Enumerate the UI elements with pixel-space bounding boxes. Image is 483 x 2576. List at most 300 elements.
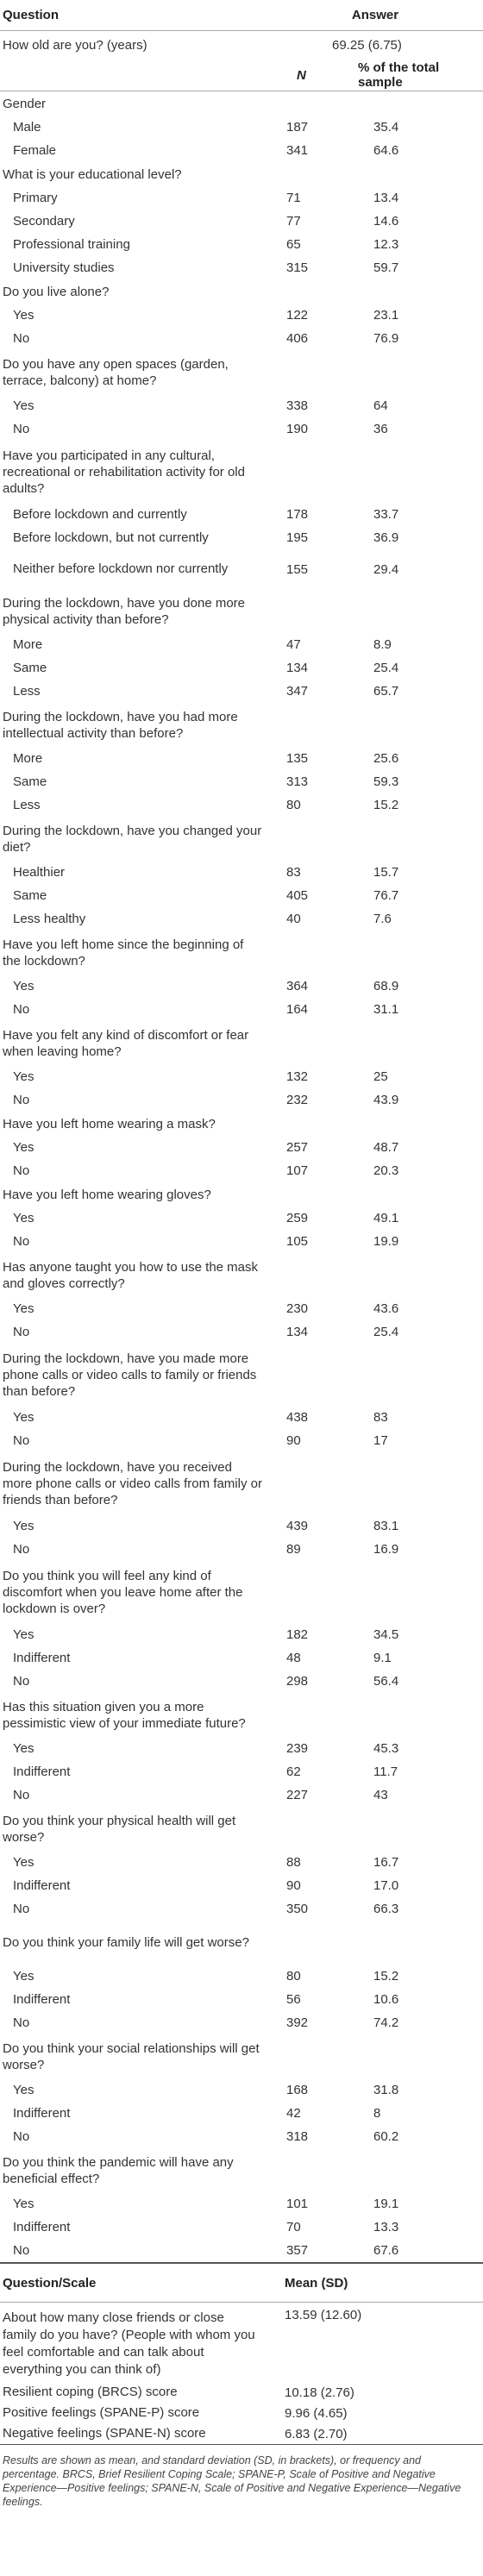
percent-cell: 65.7 — [373, 684, 399, 699]
table-row — [0, 2303, 483, 2383]
option-label — [0, 1851, 267, 1874]
question-text: Gender — [3, 96, 47, 111]
empty-cell — [267, 1807, 349, 1851]
count-cell: 134 — [286, 661, 309, 675]
option-text: Yes — [13, 1854, 34, 1870]
option-row — [0, 1230, 483, 1253]
option-text: Indifferent — [13, 1764, 71, 1779]
option-label — [0, 549, 267, 589]
question-text: Do you live alone? — [3, 284, 110, 299]
option-row — [0, 1538, 483, 1561]
n-column-header: N — [267, 60, 349, 91]
option-label — [0, 1320, 267, 1344]
option-text: Yes — [13, 1210, 34, 1225]
percent-cell: 31.1 — [373, 1002, 399, 1017]
empty-cell — [267, 931, 349, 975]
count-cell: 42 — [286, 2106, 301, 2121]
question-row — [0, 1021, 483, 1065]
question-label — [0, 1921, 267, 1965]
option-row — [0, 417, 483, 441]
option-row — [0, 1783, 483, 1807]
count-cell: 164 — [286, 1002, 309, 1017]
option-text: No — [13, 2242, 30, 2258]
option-text: Less — [13, 797, 41, 812]
scale-label: About how many close friends or close family do you have? (People with whom you feel comfortable and can talk about everything you can think of) — [3, 2310, 255, 2377]
age-question: How old are you? (years) — [3, 38, 147, 53]
percent-cell: 34.5 — [373, 1627, 399, 1642]
percent-cell: 64.6 — [373, 143, 399, 158]
question-label — [0, 703, 267, 747]
empty-cell — [267, 162, 349, 186]
scale-header-row — [0, 2263, 483, 2303]
option-row — [0, 186, 483, 210]
percent-column-header: % of the total sample — [349, 60, 483, 91]
option-label — [0, 998, 267, 1021]
question-text: During the lockdown, have you done more physical activity than before? — [3, 595, 246, 627]
option-text: No — [13, 1001, 30, 1017]
option-label — [0, 680, 267, 703]
option-row — [0, 680, 483, 703]
count-cell: 190 — [286, 422, 309, 436]
question-text: Have you left home wearing a mask? — [3, 1116, 216, 1131]
option-row — [0, 394, 483, 417]
option-label — [0, 884, 267, 907]
option-text: Yes — [13, 1968, 34, 1984]
table-footnote: Results are shown as mean, and standard deviation (SD, in brackets), or frequency and percentage. BRCS, Brief Resilient Coping Scale; SPANE-P, Scale of Positive and Negative Experience—Positive feelings; SPANE-N, Scale of Positive and Negative Experience—Negative feelings. — [3, 2454, 461, 2508]
count-cell: 105 — [286, 1234, 309, 1249]
option-text: Indifferent — [13, 1650, 71, 1665]
option-row — [0, 1406, 483, 1429]
scale-value: 6.83 (2.70) — [267, 2423, 483, 2445]
empty-cell — [349, 350, 483, 394]
option-label — [0, 417, 267, 441]
count-cell: 182 — [286, 1627, 309, 1642]
option-label — [0, 1623, 267, 1646]
option-label — [0, 1965, 267, 1988]
question-row — [0, 703, 483, 747]
count-cell: 178 — [286, 507, 309, 522]
option-row — [0, 503, 483, 526]
mean-sd-header: Mean (SD) — [267, 2263, 483, 2303]
option-label — [0, 1065, 267, 1088]
percent-cell: 76.7 — [373, 888, 399, 903]
option-row — [0, 1623, 483, 1646]
age-row — [0, 31, 483, 60]
count-cell: 227 — [286, 1788, 309, 1802]
option-row — [0, 1297, 483, 1320]
option-text: No — [13, 1324, 30, 1339]
option-row — [0, 210, 483, 233]
question-label — [0, 91, 267, 116]
subheader-row — [0, 60, 483, 91]
option-text: No — [13, 2015, 30, 2030]
empty-cell — [267, 1452, 349, 1514]
option-row — [0, 1670, 483, 1693]
count-cell: 89 — [286, 1542, 301, 1557]
empty-cell — [349, 2148, 483, 2192]
option-text: Secondary — [13, 213, 75, 229]
option-text: Neither before lockdown nor currently — [13, 561, 229, 576]
count-cell: 232 — [286, 1093, 309, 1107]
question-row — [0, 817, 483, 861]
percent-cell: 17 — [373, 1433, 388, 1448]
percent-cell: 60.2 — [373, 2129, 399, 2144]
empty-cell — [349, 279, 483, 304]
question-label — [0, 1112, 267, 1136]
option-label — [0, 304, 267, 327]
option-row — [0, 1207, 483, 1230]
percent-cell: 64 — [373, 398, 388, 413]
empty-cell — [267, 1921, 349, 1965]
option-text: No — [13, 421, 30, 436]
empty-cell — [267, 1112, 349, 1136]
scale-label: Negative feelings (SPANE-N) score — [0, 2423, 267, 2445]
count-cell: 239 — [286, 1741, 309, 1756]
option-text: No — [13, 1787, 30, 1802]
question-text: Has this situation given you a more pessimistic view of your immediate future? — [3, 1699, 246, 1731]
option-row — [0, 327, 483, 350]
question-label — [0, 1253, 267, 1297]
count-cell: 47 — [286, 637, 301, 652]
count-cell: 65 — [286, 237, 301, 252]
option-text: No — [13, 1541, 30, 1557]
option-label — [0, 770, 267, 793]
empty-cell — [349, 589, 483, 633]
scale-label: Resilient coping (BRCS) score — [3, 2385, 178, 2399]
percent-cell: 23.1 — [373, 308, 399, 323]
percent-cell: 9.1 — [373, 1651, 392, 1665]
question-text: During the lockdown, have you received more phone calls or video calls from family or friends than before? — [3, 1459, 262, 1507]
percent-cell: 19.9 — [373, 1234, 399, 1249]
percent-cell: 11.7 — [373, 1764, 398, 1779]
question-label — [0, 1807, 267, 1851]
option-row — [0, 256, 483, 279]
count-cell: 155 — [286, 561, 309, 577]
percent-cell: 13.4 — [373, 191, 399, 205]
empty-cell — [267, 817, 349, 861]
question-label — [0, 279, 267, 304]
question-label — [0, 1344, 267, 1406]
count-cell: 405 — [286, 888, 309, 903]
option-text: No — [13, 1233, 30, 1249]
option-row — [0, 1088, 483, 1112]
table-row — [0, 2382, 483, 2403]
count-cell: 83 — [286, 865, 301, 880]
count-cell: 135 — [286, 751, 309, 766]
count-cell: 364 — [286, 979, 309, 993]
question-text: During the lockdown, have you had more intellectual activity than before? — [3, 709, 238, 741]
option-row — [0, 1136, 483, 1159]
option-text: No — [13, 1673, 30, 1689]
question-text: Do you think your family life will get worse? — [3, 1935, 249, 1950]
option-row — [0, 1159, 483, 1182]
option-text: Yes — [13, 2082, 34, 2097]
question-row — [0, 1112, 483, 1136]
option-label — [0, 1874, 267, 1897]
empty-cell — [349, 1693, 483, 1737]
percent-cell: 15.2 — [373, 1969, 399, 1984]
count-cell: 122 — [286, 308, 309, 323]
option-row — [0, 1897, 483, 1921]
option-row — [0, 1514, 483, 1538]
option-text: Indifferent — [13, 1991, 71, 2007]
empty-cell — [349, 1561, 483, 1623]
option-row — [0, 304, 483, 327]
option-text: Same — [13, 774, 47, 789]
option-label — [0, 1670, 267, 1693]
question-text: During the lockdown, have you changed your diet? — [3, 823, 262, 855]
option-label — [0, 1646, 267, 1670]
option-label — [0, 747, 267, 770]
empty-cell — [267, 2148, 349, 2192]
percent-cell: 83 — [373, 1410, 388, 1425]
option-label — [0, 1538, 267, 1561]
option-text: Professional training — [13, 236, 130, 252]
percent-cell: 67.6 — [373, 2243, 399, 2258]
option-text: Yes — [13, 978, 34, 993]
question-text: Do you have any open spaces (garden, terrace, balcony) at home? — [3, 356, 229, 388]
option-text: Before lockdown and currently — [13, 506, 187, 522]
option-text: Yes — [13, 1301, 34, 1316]
empty-cell — [349, 91, 483, 116]
table-row — [0, 2403, 483, 2423]
count-cell: 168 — [286, 2083, 309, 2097]
option-label — [0, 656, 267, 680]
question-row — [0, 2148, 483, 2192]
option-row — [0, 2125, 483, 2148]
empty-cell — [349, 2034, 483, 2078]
empty-cell — [267, 1253, 349, 1297]
option-text: Healthier — [13, 864, 66, 880]
option-text: No — [13, 1901, 30, 1916]
count-cell: 318 — [286, 2129, 309, 2144]
percent-cell: 25.6 — [373, 751, 399, 766]
empty-cell — [267, 589, 349, 633]
percent-cell: 59.3 — [373, 774, 399, 789]
percent-cell: 25.4 — [373, 661, 399, 675]
question-row — [0, 1253, 483, 1297]
percent-cell: 45.3 — [373, 1741, 399, 1756]
option-label — [0, 1783, 267, 1807]
option-row — [0, 2192, 483, 2216]
percent-cell: 14.6 — [373, 214, 399, 229]
percent-cell: 10.6 — [373, 1992, 399, 2007]
option-label — [0, 394, 267, 417]
percent-cell: 25.4 — [373, 1325, 399, 1339]
table-header-row — [0, 0, 483, 31]
option-text: Less healthy — [13, 911, 86, 926]
question-row — [0, 1452, 483, 1514]
scale-value: 13.59 (12.60) — [285, 2308, 362, 2322]
option-label — [0, 1088, 267, 1112]
count-cell: 439 — [286, 1519, 309, 1533]
percent-cell: 74.2 — [373, 2015, 399, 2030]
option-label — [0, 327, 267, 350]
count-cell: 298 — [286, 1674, 309, 1689]
question-row — [0, 1561, 483, 1623]
empty-cell — [349, 162, 483, 186]
count-cell: 90 — [286, 1433, 301, 1448]
count-cell: 80 — [286, 1969, 301, 1984]
count-cell: 101 — [286, 2197, 309, 2211]
empty-cell — [349, 1921, 483, 1965]
count-cell: 313 — [286, 774, 309, 789]
option-text: Indifferent — [13, 2105, 71, 2121]
count-cell: 187 — [286, 120, 309, 135]
percent-cell: 43.9 — [373, 1093, 399, 1107]
option-row — [0, 2078, 483, 2102]
empty-cell — [267, 441, 349, 503]
option-row — [0, 2216, 483, 2239]
empty-cell — [267, 2034, 349, 2078]
count-cell: 132 — [286, 1069, 309, 1084]
option-label — [0, 233, 267, 256]
option-row — [0, 1760, 483, 1783]
count-cell: 77 — [286, 214, 301, 229]
percent-cell: 15.7 — [373, 865, 399, 880]
option-label — [0, 975, 267, 998]
option-text: No — [13, 1163, 30, 1178]
option-label — [0, 1207, 267, 1230]
option-row — [0, 998, 483, 1021]
question-row — [0, 441, 483, 503]
question-label — [0, 1021, 267, 1065]
option-row — [0, 139, 483, 162]
empty-cell — [267, 1693, 349, 1737]
percent-cell: 7.6 — [373, 912, 392, 926]
option-label — [0, 1406, 267, 1429]
count-cell: 48 — [286, 1651, 301, 1665]
percent-cell: 17.0 — [373, 1878, 399, 1893]
percent-cell: 66.3 — [373, 1902, 399, 1916]
empty-cell — [267, 279, 349, 304]
option-label — [0, 633, 267, 656]
option-row — [0, 549, 483, 589]
question-row — [0, 91, 483, 116]
option-row — [0, 233, 483, 256]
option-row — [0, 793, 483, 817]
option-text: Indifferent — [13, 2219, 71, 2234]
count-cell: 341 — [286, 143, 309, 158]
option-label — [0, 210, 267, 233]
scale-results-table — [0, 2262, 483, 2445]
percent-cell: 43.6 — [373, 1301, 399, 1316]
option-row — [0, 656, 483, 680]
question-text: Have you left home wearing gloves? — [3, 1187, 211, 1202]
option-row — [0, 2102, 483, 2125]
percent-cell: 20.3 — [373, 1163, 399, 1178]
percent-cell: 43 — [373, 1788, 388, 1802]
count-cell: 230 — [286, 1301, 309, 1316]
empty-cell — [349, 1253, 483, 1297]
count-cell: 56 — [286, 1992, 301, 2007]
option-label — [0, 1760, 267, 1783]
count-cell: 357 — [286, 2243, 309, 2258]
scale-label: Positive feelings (SPANE-P) score — [3, 2405, 200, 2420]
empty-cell — [349, 703, 483, 747]
empty-cell — [349, 1452, 483, 1514]
count-cell: 438 — [286, 1410, 309, 1425]
option-label — [0, 2192, 267, 2216]
percent-cell: 36.9 — [373, 530, 399, 545]
question-text: During the lockdown, have you made more phone calls or video calls to family or friends than before? — [3, 1351, 257, 1399]
empty-cell — [349, 1021, 483, 1065]
empty-cell — [267, 1021, 349, 1065]
option-label — [0, 2216, 267, 2239]
option-label — [0, 1159, 267, 1182]
option-row — [0, 1874, 483, 1897]
question-row — [0, 1344, 483, 1406]
option-label — [0, 1429, 267, 1452]
question-text: Have you left home since the beginning of the lockdown? — [3, 937, 244, 968]
count-cell: 107 — [286, 1163, 309, 1178]
scale-value: 9.96 (4.65) — [285, 2405, 348, 2421]
option-row — [0, 770, 483, 793]
question-label — [0, 350, 267, 394]
option-label — [0, 2102, 267, 2125]
count-cell: 40 — [286, 912, 301, 926]
percent-cell: 48.7 — [373, 1140, 399, 1155]
option-label — [0, 2125, 267, 2148]
percent-cell: 19.1 — [373, 2197, 399, 2211]
option-text: Yes — [13, 1626, 34, 1642]
count-cell: 338 — [286, 398, 309, 413]
count-cell: 90 — [286, 1878, 301, 1893]
percent-cell: 76.9 — [373, 331, 399, 346]
option-label — [0, 2011, 267, 2034]
option-label — [0, 2239, 267, 2262]
option-row — [0, 1429, 483, 1452]
question-label — [0, 2034, 267, 2078]
option-text: Yes — [13, 307, 34, 323]
question-text: Have you felt any kind of discomfort or fear when leaving home? — [3, 1027, 249, 1059]
count-cell: 350 — [286, 1902, 309, 1916]
option-label — [0, 503, 267, 526]
empty-cell — [349, 931, 483, 975]
option-text: Yes — [13, 1139, 34, 1155]
count-cell: 195 — [286, 530, 309, 545]
question-row — [0, 589, 483, 633]
empty-cell — [349, 1807, 483, 1851]
question-label — [0, 162, 267, 186]
question-label — [0, 589, 267, 633]
option-row — [0, 1988, 483, 2011]
option-text: Yes — [13, 1069, 34, 1084]
question-text: Do you think you will feel any kind of discomfort when you leave home after the lockdown is over? — [3, 1568, 243, 1616]
percent-cell: 16.7 — [373, 1855, 399, 1870]
option-label — [0, 1897, 267, 1921]
empty-cell — [267, 703, 349, 747]
option-text: Female — [13, 142, 57, 158]
count-cell: 347 — [286, 684, 309, 699]
count-cell: 88 — [286, 1855, 301, 1870]
question-row — [0, 350, 483, 394]
percent-cell: 33.7 — [373, 507, 399, 522]
percent-cell: 35.4 — [373, 120, 399, 135]
question-label — [0, 441, 267, 503]
option-text: Same — [13, 887, 47, 903]
option-label — [0, 907, 267, 931]
option-label — [0, 1136, 267, 1159]
count-cell: 406 — [286, 331, 309, 346]
option-text: Yes — [13, 1518, 34, 1533]
question-label — [0, 1561, 267, 1623]
question-row — [0, 162, 483, 186]
option-label — [0, 1514, 267, 1538]
age-value: 69.25 (6.75) — [332, 38, 402, 53]
option-row — [0, 116, 483, 139]
option-text: No — [13, 1092, 30, 1107]
